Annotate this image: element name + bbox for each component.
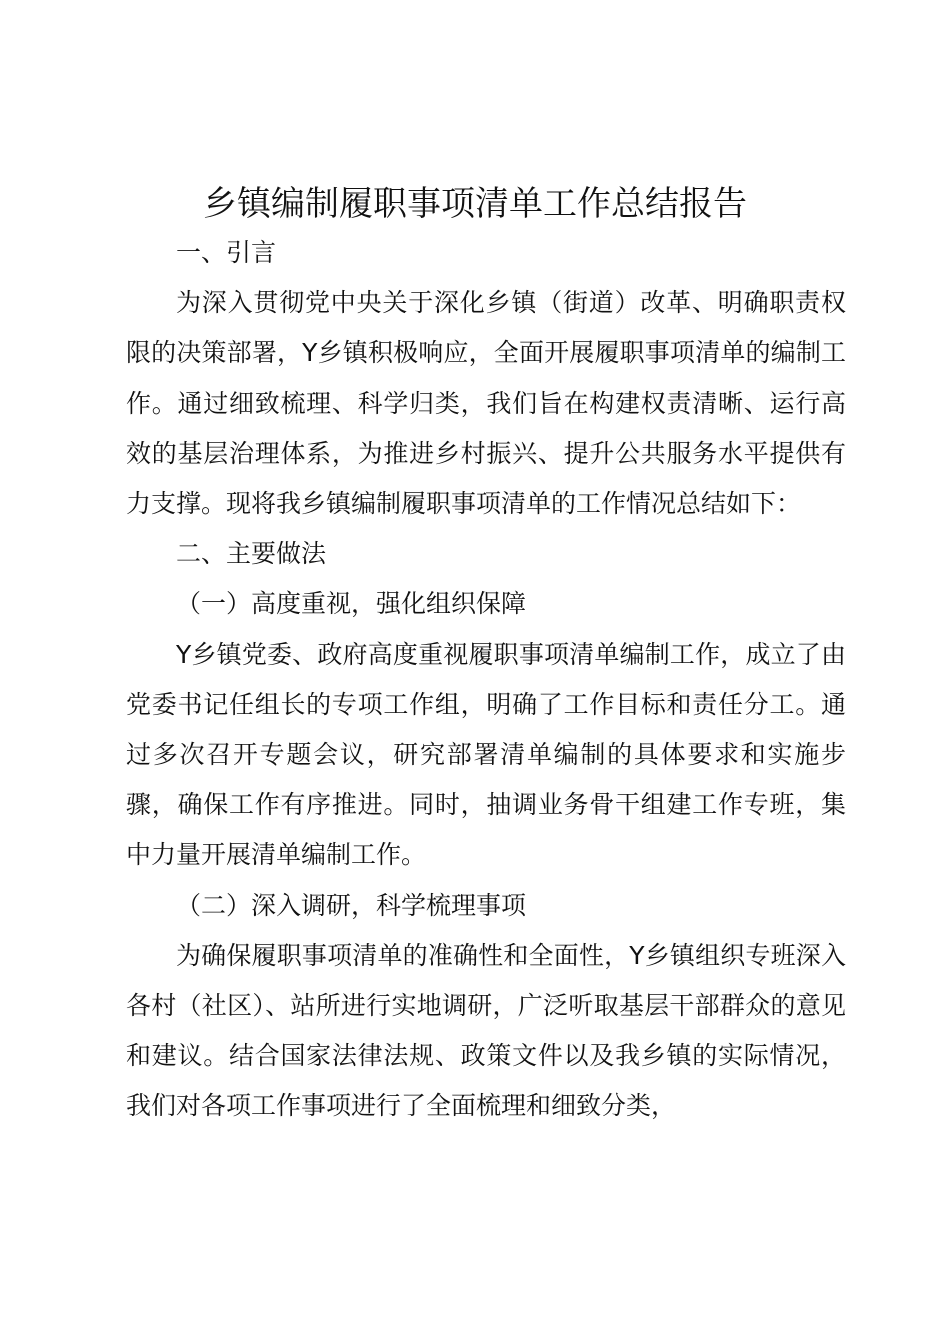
section-heading-main-practices: 二、主要做法 bbox=[176, 539, 327, 569]
paragraph-organization: Y乡镇党委、政府高度重视履职事项清单编制工作，成立了由党委书记任组长的专项工作组，明确了工作目标和责任分工。通过多次召开专题会议，研究部署清单编制的具体要求和实施步骤，确保工作有序推进。同时，抽调业务骨干组建工作专班，集中力量开展清单编制工作。 bbox=[126, 639, 846, 870]
document-body bbox=[126, 228, 846, 1132]
document-title: 乡镇编制履职事项清单工作总结报告 bbox=[203, 184, 747, 224]
section-heading-introduction: 一、引言 bbox=[176, 238, 277, 267]
subsection-heading-organization: （一）高度重视，强化组织保障 bbox=[176, 589, 527, 619]
paragraph-introduction: 为深入贯彻党中央关于深化乡镇（街道）改革、明确职责权限的决策部署，Y乡镇积极响应，全面开展履职事项清单的编制工作。通过细致梳理、科学归类，我们旨在构建权责清晰、运行高效的基层治理体系，为推进乡村振兴、提升公共服务水平提供有力支撑。现将我乡镇编制履职事项清单的工作情况总结如下： bbox=[126, 288, 846, 519]
subsection-heading-research: （二）深入调研，科学梳理事项 bbox=[176, 890, 527, 920]
paragraph-research: 为确保履职事项清单的准确性和全面性，Y乡镇组织专班深入各村（社区）、站所进行实地调研，广泛听取基层干部群众的意见和建议。结合国家法律法规、政策文件以及我乡镇的实际情况，我们对各项工作事项进行了全面梳理和细致分类， bbox=[126, 940, 846, 1121]
